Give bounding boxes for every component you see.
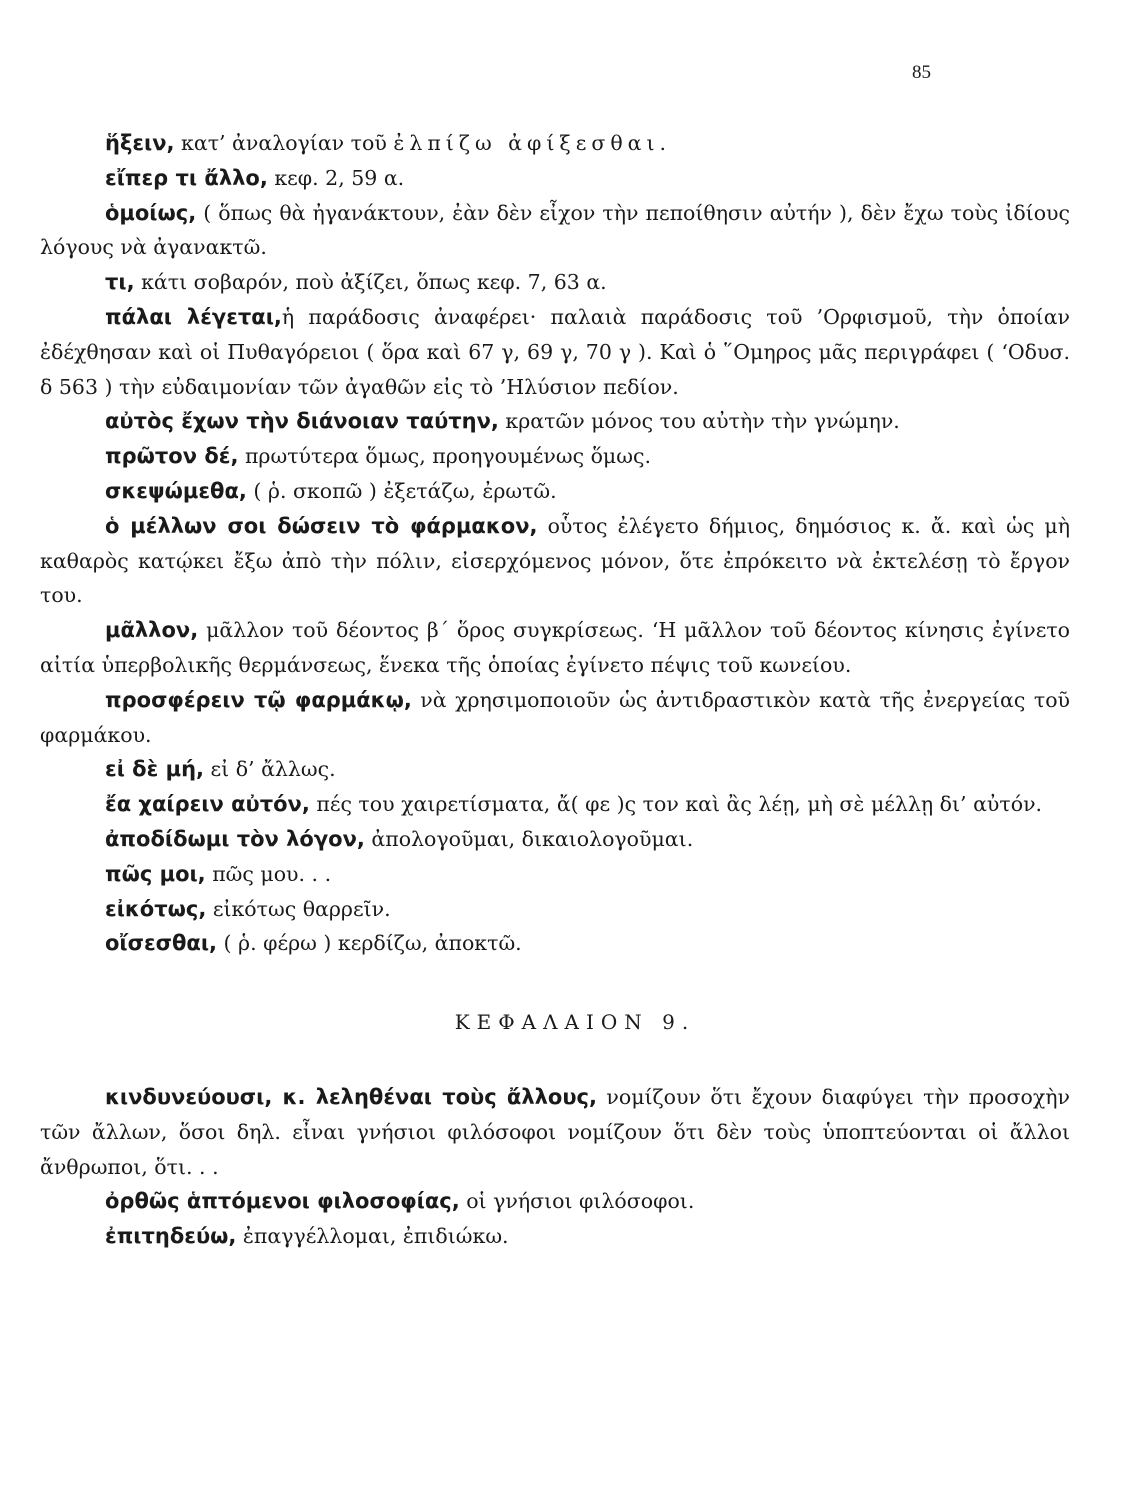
page-number: 85 xyxy=(912,62,931,83)
glossary-entry xyxy=(40,126,1070,161)
chapter-heading: ΚΕΦΑΛΑΙΟΝ 9. xyxy=(454,1010,696,1035)
glossary-entry xyxy=(40,857,1070,892)
entry-gloss: πές του χαιρετίσματα, ἄ( φε )ς τον καὶ ἂς λέῃ, μὴ σὲ μέλλῃ δι’ αὐτόν. xyxy=(309,792,1043,817)
glossary-text xyxy=(40,126,1070,1254)
entry-lemma: πρῶτον δέ, xyxy=(105,444,239,469)
entry-lemma: ὀρθῶς ἁπτόμενοι φιλοσοφίας, xyxy=(105,1189,460,1214)
glossary-entry xyxy=(40,1080,1070,1184)
entry-lemma: σκεψώμεθα, xyxy=(105,478,247,503)
glossary-entry xyxy=(40,892,1070,927)
entry-lemma: ἥξειν, xyxy=(105,131,175,155)
glossary-entry xyxy=(40,474,1070,509)
entry-lemma: ἔα χαίρειν αὐτόν, xyxy=(105,792,310,817)
entry-lemma: εἴπερ τι ἄλλο, xyxy=(105,165,268,190)
glossary-entry xyxy=(40,1184,1070,1219)
glossary-entry xyxy=(40,822,1070,857)
entry-lemma: τι, xyxy=(105,270,135,295)
entry-lemma: αὐτὸς ἔχων τὴν διάνοιαν ταύτην, xyxy=(105,409,499,434)
entry-spaced-text: ἐλπίζω ἀφίξεσθαι. xyxy=(393,131,672,155)
entry-lemma: πάλαι λέγεται, xyxy=(105,304,282,329)
entry-gloss: κατ’ ἀναλογίαν τοῦ xyxy=(174,131,394,155)
glossary-entry xyxy=(40,509,1070,613)
entry-gloss: οὗτος ἐλέγετο δήμιος, δημόσιος κ. ἄ. καὶ ὡς μὴ καθαρὸς κατῴκει ἔξω ἀπὸ τὴν πόλιν, εἰσερχόμενος μόνον, ὅτε ἐπρόκειτο νὰ ἐκτελέσῃ τὸ ἔργον του. xyxy=(40,513,1070,608)
glossary-entry xyxy=(40,265,1070,300)
entry-lemma: προσφέρειν τῷ φαρμάκῳ, xyxy=(105,687,412,712)
entry-lemma: ἐπιτηδεύω, xyxy=(105,1224,237,1249)
entry-gloss: εἰ δ’ ἄλλως. xyxy=(204,757,336,782)
glossary-entry xyxy=(40,300,1070,404)
entry-gloss: νὰ χρησιμοποιοῦν ὡς ἀντιδραστικὸν κατὰ τῆς ἐνεργείας τοῦ φαρμάκου. xyxy=(40,687,1070,747)
entry-lemma: ὁμοίως, xyxy=(105,200,197,225)
glossary-entry xyxy=(40,196,1070,266)
glossary-entry xyxy=(40,752,1070,787)
entry-lemma: κινδυνεύουσι, κ. λεληθέναι τοὺς ἄλλους, xyxy=(105,1084,597,1109)
entry-gloss: ( ὅπως θὰ ἠγανάκτουν, ἐὰν δὲν εἶχον τὴν πεποίθησιν αὐτήν ), δὲν ἔχω τοὺς ἰδίους λόγους νὰ ἀγανακτῶ. xyxy=(40,200,1070,260)
entry-gloss: νομίζουν ὅτι ἔχουν διαφύγει τὴν προσοχὴν τῶν ἄλλων, ὅσοι δηλ. εἶναι γνήσιοι φιλόσοφοι νομίζουν ὅτι δὲν τοὺς ὑποπτεύονται οἱ ἄλλοι ἄνθρωποι, ὅτι. . . xyxy=(40,1084,1070,1179)
glossary-entry xyxy=(40,404,1070,439)
entry-gloss: ( ῥ. φέρω ) κερδίζω, ἀποκτῶ. xyxy=(217,931,522,956)
entry-lemma: ὁ μέλλων σοι δώσειν τὸ φάρμακον, xyxy=(105,513,538,538)
entry-gloss: ( ῥ. σκοπῶ ) ἐξετάζω, ἐρωτῶ. xyxy=(246,478,557,503)
entry-lemma: εἰκότως, xyxy=(105,896,207,921)
entry-lemma: πῶς μοι, xyxy=(105,861,206,886)
glossary-entry xyxy=(40,1219,1070,1254)
glossary-entry xyxy=(40,683,1070,753)
entry-lemma: μᾶλλον, xyxy=(105,618,199,643)
entry-gloss: ἀπολογοῦμαι, δικαιολογοῦμαι. xyxy=(364,826,694,851)
entry-gloss: κρατῶν μόνος του αὐτὴν τὴν γνώμην. xyxy=(498,409,900,434)
entry-lemma: οἴσεσθαι, xyxy=(105,931,218,956)
entry-gloss: μᾶλλον τοῦ δέοντος β΄ ὅρος συγκρίσεως. ‘Η μᾶλλον τοῦ δέοντος κίνησις ἐγίνετο αἰτία ὑπερβολικῆς θερμάνσεως, ἕνεκα τῆς ὁποίας ἐγίνετο πέψις τοῦ κωνείου. xyxy=(40,618,1070,677)
glossary-entry xyxy=(40,926,1070,961)
entry-gloss: πρωτύτερα ὅμως, προηγουμένως ὅμως. xyxy=(238,444,651,469)
entry-gloss: κεφ. 2, 59 α. xyxy=(267,165,405,190)
glossary-entry xyxy=(40,161,1070,196)
entry-gloss: πῶς μου. . . xyxy=(205,861,332,886)
entry-gloss: εἰκότως θαρρεῖν. xyxy=(206,896,391,921)
entry-gloss: ἡ παράδοσις ἀναφέρει· παλαιὰ παράδοσις τοῦ ’Ορφισμοῦ, τὴν ὁποίαν ἐδέχθησαν καὶ οἱ Πυθαγόρειοι ( ὅρα καὶ 67 γ, 69 γ, 70 γ ). Καὶ ὁ ῞Ομηρος μᾶς περιγράφει ( ‘Οδυσ. δ 563 ) τὴν εὐδαιμονίαν τῶν ἀγαθῶν εἰς τὸ ’Ηλύσιον πεδίον. xyxy=(40,304,1071,399)
entry-lemma: ἀποδίδωμι τὸν λόγον, xyxy=(105,826,365,851)
glossary-entry xyxy=(40,613,1070,683)
entry-gloss: κάτι σοβαρόν, ποὺ ἀξίζει, ὅπως κεφ. 7, 63 α. xyxy=(134,270,607,295)
glossary-entry xyxy=(40,787,1070,822)
glossary-entry xyxy=(40,439,1070,474)
entry-lemma: εἰ δὲ μή, xyxy=(105,757,204,782)
entry-gloss: οἱ γνήσιοι φιλόσοφοι. xyxy=(459,1189,695,1214)
entry-gloss: ἐπαγγέλλομαι, ἐπιδιώκω. xyxy=(236,1224,509,1249)
